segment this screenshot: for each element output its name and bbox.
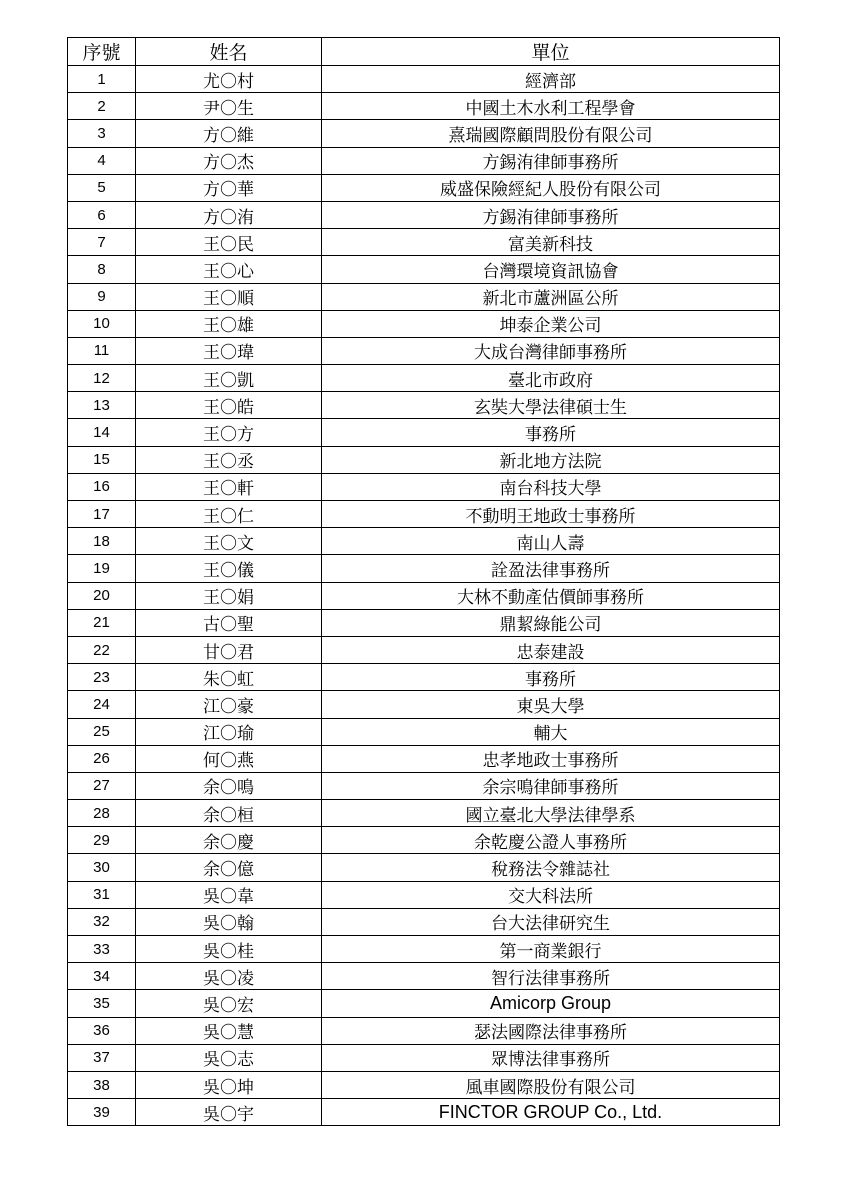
row-unit: FINCTOR GROUP Co., Ltd. <box>322 1099 780 1126</box>
table-row <box>68 473 780 500</box>
row-number: 2 <box>68 93 136 120</box>
table-row <box>68 1017 780 1044</box>
row-number: 19 <box>68 555 136 582</box>
table-row <box>68 229 780 256</box>
row-unit: 南山人壽 <box>322 528 780 555</box>
table-row <box>68 310 780 337</box>
row-unit: 第一商業銀行 <box>322 936 780 963</box>
table-row <box>68 908 780 935</box>
row-number: 27 <box>68 772 136 799</box>
table-row <box>68 528 780 555</box>
row-name: 何〇燕 <box>136 745 322 772</box>
row-number: 6 <box>68 201 136 228</box>
row-name: 方〇維 <box>136 120 322 147</box>
row-number: 9 <box>68 283 136 310</box>
table-row <box>68 963 780 990</box>
table-row <box>68 1071 780 1098</box>
row-number: 21 <box>68 609 136 636</box>
table-row <box>68 691 780 718</box>
row-name: 王〇文 <box>136 528 322 555</box>
row-name: 王〇順 <box>136 283 322 310</box>
row-unit: Amicorp Group <box>322 990 780 1017</box>
row-unit: 交大科法所 <box>322 881 780 908</box>
row-number: 16 <box>68 473 136 500</box>
row-number: 11 <box>68 337 136 364</box>
row-name: 王〇丞 <box>136 446 322 473</box>
row-number: 18 <box>68 528 136 555</box>
table-row <box>68 990 780 1017</box>
table-row <box>68 582 780 609</box>
row-number: 14 <box>68 419 136 446</box>
row-name: 朱〇虹 <box>136 664 322 691</box>
row-name: 王〇娟 <box>136 582 322 609</box>
row-unit: 熹瑞國際顧問股份有限公司 <box>322 120 780 147</box>
row-number: 15 <box>68 446 136 473</box>
row-unit: 富美新科技 <box>322 229 780 256</box>
row-unit: 新北市蘆洲區公所 <box>322 283 780 310</box>
row-unit: 新北地方法院 <box>322 446 780 473</box>
table-row <box>68 745 780 772</box>
header-name: 姓名 <box>136 38 322 66</box>
row-name: 尹〇生 <box>136 93 322 120</box>
row-name: 吳〇志 <box>136 1044 322 1071</box>
row-name: 方〇杰 <box>136 147 322 174</box>
row-name: 王〇凱 <box>136 365 322 392</box>
row-unit: 余乾慶公證人事務所 <box>322 827 780 854</box>
row-number: 3 <box>68 120 136 147</box>
row-name: 余〇桓 <box>136 800 322 827</box>
row-unit: 南台科技大學 <box>322 473 780 500</box>
row-unit: 不動明王地政士事務所 <box>322 501 780 528</box>
row-unit: 風車國際股份有限公司 <box>322 1071 780 1098</box>
row-number: 8 <box>68 256 136 283</box>
row-number: 22 <box>68 636 136 663</box>
row-name: 江〇瑜 <box>136 718 322 745</box>
row-number: 12 <box>68 365 136 392</box>
row-number: 39 <box>68 1099 136 1126</box>
header-unit: 單位 <box>322 38 780 66</box>
row-unit: 忠泰建設 <box>322 636 780 663</box>
row-number: 23 <box>68 664 136 691</box>
row-unit: 瑟法國際法律事務所 <box>322 1017 780 1044</box>
table-row <box>68 337 780 364</box>
row-number: 31 <box>68 881 136 908</box>
row-unit: 東吳大學 <box>322 691 780 718</box>
row-number: 20 <box>68 582 136 609</box>
attendee-table <box>67 37 780 1126</box>
row-name: 吳〇翰 <box>136 908 322 935</box>
table-row <box>68 446 780 473</box>
row-name: 吳〇宇 <box>136 1099 322 1126</box>
row-name: 王〇民 <box>136 229 322 256</box>
row-number: 17 <box>68 501 136 528</box>
row-number: 13 <box>68 392 136 419</box>
table-row <box>68 936 780 963</box>
row-number: 36 <box>68 1017 136 1044</box>
table-row <box>68 174 780 201</box>
table-row <box>68 392 780 419</box>
table-row <box>68 881 780 908</box>
row-number: 38 <box>68 1071 136 1098</box>
row-unit: 眾博法律事務所 <box>322 1044 780 1071</box>
row-name: 古〇聖 <box>136 609 322 636</box>
row-unit: 大林不動產估價師事務所 <box>322 582 780 609</box>
row-name: 王〇瑋 <box>136 337 322 364</box>
table-row <box>68 93 780 120</box>
row-name: 方〇華 <box>136 174 322 201</box>
row-number: 24 <box>68 691 136 718</box>
table-row <box>68 718 780 745</box>
row-unit: 台灣環境資訊協會 <box>322 256 780 283</box>
header-seq: 序號 <box>68 38 136 66</box>
table-row <box>68 147 780 174</box>
row-name: 王〇心 <box>136 256 322 283</box>
row-number: 35 <box>68 990 136 1017</box>
row-name: 吳〇凌 <box>136 963 322 990</box>
row-number: 32 <box>68 908 136 935</box>
row-unit: 坤泰企業公司 <box>322 310 780 337</box>
row-name: 吳〇宏 <box>136 990 322 1017</box>
row-name: 吳〇坤 <box>136 1071 322 1098</box>
row-unit: 事務所 <box>322 664 780 691</box>
row-unit: 稅務法令雜誌社 <box>322 854 780 881</box>
table-row <box>68 772 780 799</box>
table-row <box>68 283 780 310</box>
row-unit: 玄奘大學法律碩士生 <box>322 392 780 419</box>
row-name: 余〇億 <box>136 854 322 881</box>
header-row <box>68 38 780 66</box>
row-name: 王〇方 <box>136 419 322 446</box>
table-row <box>68 854 780 881</box>
row-name: 王〇仁 <box>136 501 322 528</box>
table-row <box>68 256 780 283</box>
row-name: 甘〇君 <box>136 636 322 663</box>
row-unit: 余宗鳴律師事務所 <box>322 772 780 799</box>
row-name: 吳〇桂 <box>136 936 322 963</box>
row-name: 王〇雄 <box>136 310 322 337</box>
row-unit: 臺北市政府 <box>322 365 780 392</box>
row-number: 33 <box>68 936 136 963</box>
row-number: 10 <box>68 310 136 337</box>
row-number: 26 <box>68 745 136 772</box>
row-name: 王〇皓 <box>136 392 322 419</box>
row-name: 吳〇慧 <box>136 1017 322 1044</box>
row-unit: 智行法律事務所 <box>322 963 780 990</box>
table-row <box>68 1099 780 1126</box>
row-number: 1 <box>68 66 136 93</box>
table-row <box>68 1044 780 1071</box>
row-number: 29 <box>68 827 136 854</box>
row-unit: 輔大 <box>322 718 780 745</box>
row-number: 28 <box>68 800 136 827</box>
row-unit: 威盛保險經紀人股份有限公司 <box>322 174 780 201</box>
row-name: 江〇豪 <box>136 691 322 718</box>
table-row <box>68 555 780 582</box>
row-number: 7 <box>68 229 136 256</box>
row-name: 吳〇韋 <box>136 881 322 908</box>
row-unit: 鼎絜綠能公司 <box>322 609 780 636</box>
table-row <box>68 120 780 147</box>
row-name: 方〇洧 <box>136 201 322 228</box>
table-row <box>68 365 780 392</box>
row-unit: 事務所 <box>322 419 780 446</box>
row-unit: 台大法律研究生 <box>322 908 780 935</box>
row-unit: 忠孝地政士事務所 <box>322 745 780 772</box>
table-row <box>68 664 780 691</box>
row-number: 37 <box>68 1044 136 1071</box>
table-row <box>68 201 780 228</box>
row-unit: 方錫洧律師事務所 <box>322 147 780 174</box>
row-unit: 國立臺北大學法律學系 <box>322 800 780 827</box>
table-row <box>68 66 780 93</box>
row-unit: 詮盈法律事務所 <box>322 555 780 582</box>
row-name: 余〇鳴 <box>136 772 322 799</box>
table-body <box>68 66 780 1126</box>
table-row <box>68 636 780 663</box>
row-unit: 大成台灣律師事務所 <box>322 337 780 364</box>
row-number: 5 <box>68 174 136 201</box>
row-name: 尤〇村 <box>136 66 322 93</box>
row-name: 余〇慶 <box>136 827 322 854</box>
table-row <box>68 800 780 827</box>
row-unit: 方錫洧律師事務所 <box>322 201 780 228</box>
row-name: 王〇儀 <box>136 555 322 582</box>
row-number: 30 <box>68 854 136 881</box>
table-row <box>68 827 780 854</box>
row-number: 4 <box>68 147 136 174</box>
row-unit: 中國土木水利工程學會 <box>322 93 780 120</box>
row-name: 王〇軒 <box>136 473 322 500</box>
table-row <box>68 419 780 446</box>
row-unit: 經濟部 <box>322 66 780 93</box>
table-row <box>68 609 780 636</box>
table-row <box>68 501 780 528</box>
row-number: 25 <box>68 718 136 745</box>
row-number: 34 <box>68 963 136 990</box>
